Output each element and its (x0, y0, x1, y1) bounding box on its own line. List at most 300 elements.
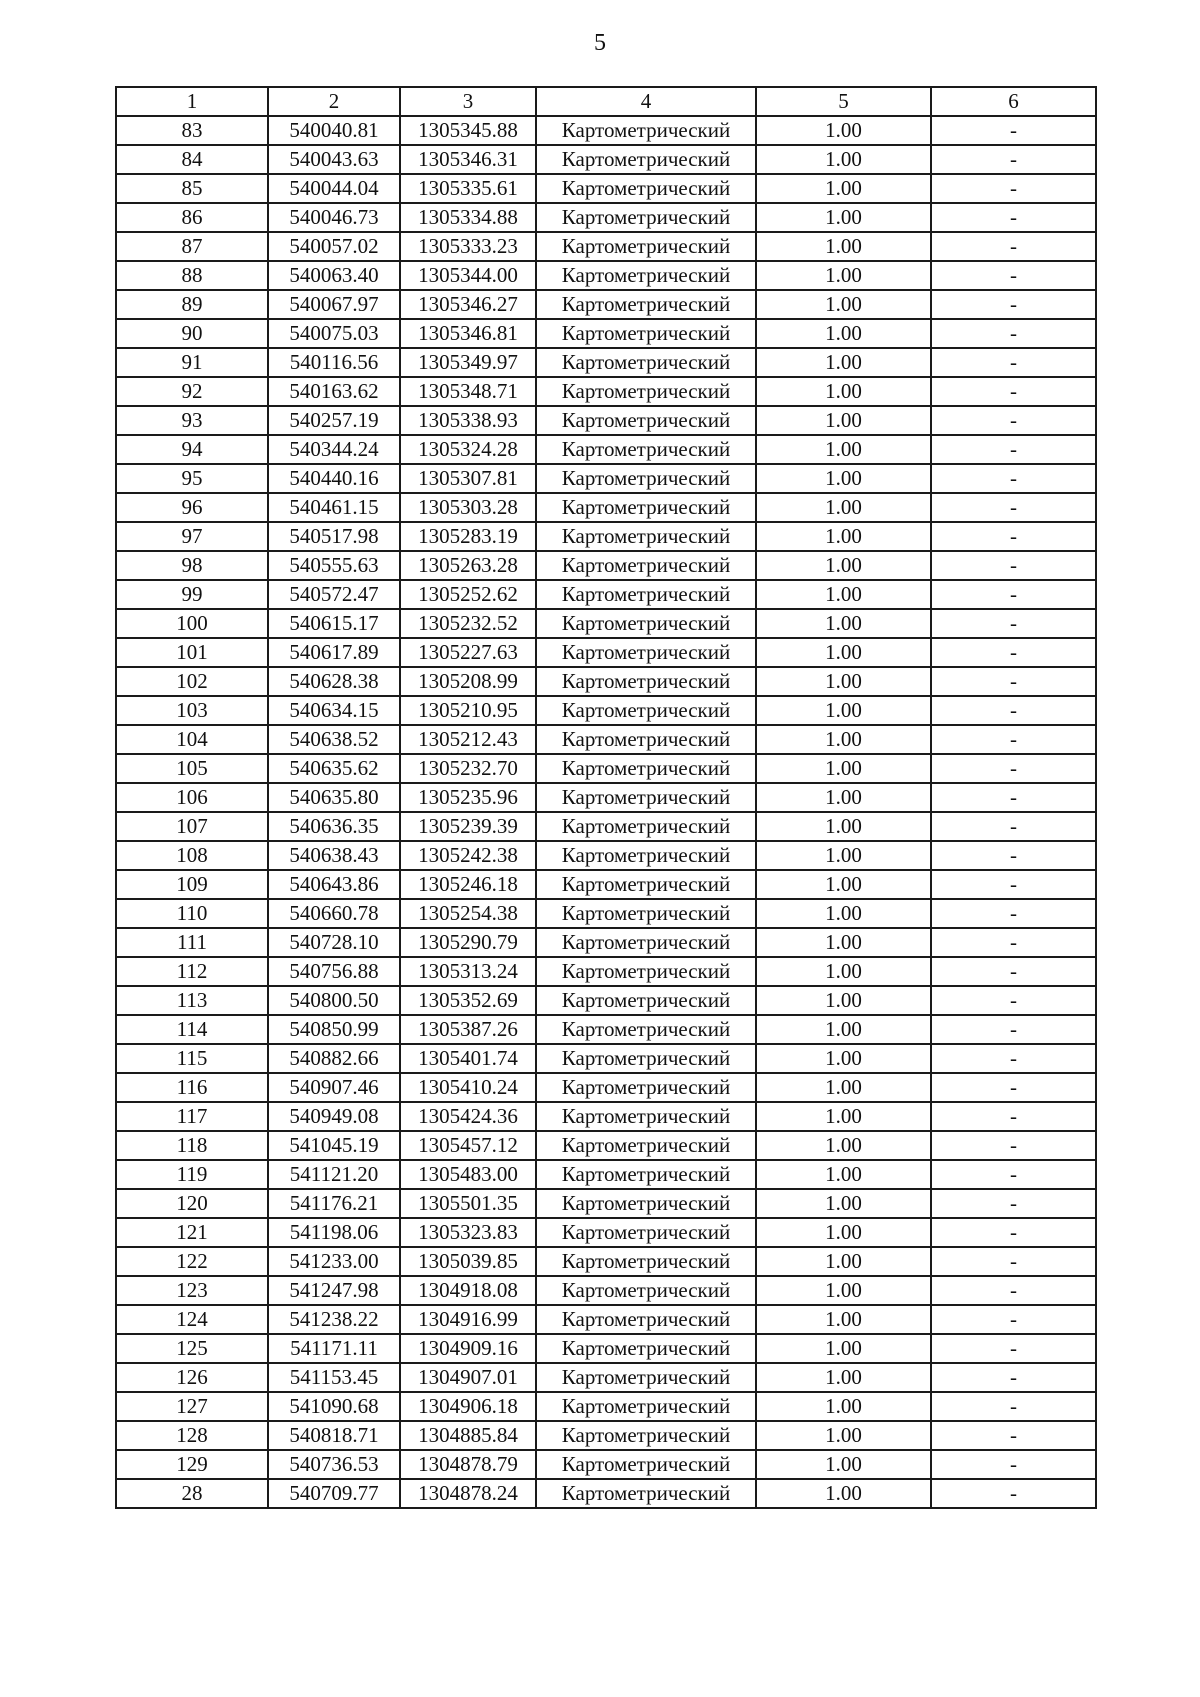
point-number-cell: 110 (116, 899, 268, 928)
x-coordinate-cell: 540075.03 (268, 319, 400, 348)
method-cell: Картометрический (536, 928, 756, 957)
y-coordinate-cell: 1305324.28 (400, 435, 536, 464)
method-cell: Картометрический (536, 406, 756, 435)
y-coordinate-cell: 1305387.26 (400, 1015, 536, 1044)
method-cell: Картометрический (536, 174, 756, 203)
description-cell: - (931, 435, 1096, 464)
description-cell: - (931, 203, 1096, 232)
x-coordinate-cell: 540163.62 (268, 377, 400, 406)
accuracy-cell: 1.00 (756, 203, 931, 232)
description-cell: - (931, 1015, 1096, 1044)
table-row (116, 1044, 1096, 1073)
y-coordinate-cell: 1305039.85 (400, 1247, 536, 1276)
accuracy-cell: 1.00 (756, 261, 931, 290)
accuracy-cell: 1.00 (756, 667, 931, 696)
column-header-accuracy: 5 (756, 87, 931, 116)
table-row (116, 1189, 1096, 1218)
x-coordinate-cell: 540756.88 (268, 957, 400, 986)
y-coordinate-cell: 1305323.83 (400, 1218, 536, 1247)
point-number-cell: 123 (116, 1276, 268, 1305)
table-row (116, 812, 1096, 841)
method-cell: Картометрический (536, 1189, 756, 1218)
description-cell: - (931, 1479, 1096, 1508)
description-cell: - (931, 522, 1096, 551)
description-cell: - (931, 1131, 1096, 1160)
y-coordinate-cell: 1304916.99 (400, 1305, 536, 1334)
y-coordinate-cell: 1305352.69 (400, 986, 536, 1015)
accuracy-cell: 1.00 (756, 696, 931, 725)
x-coordinate-cell: 540257.19 (268, 406, 400, 435)
y-coordinate-cell: 1304909.16 (400, 1334, 536, 1363)
table-row (116, 522, 1096, 551)
point-number-cell: 90 (116, 319, 268, 348)
table-row (116, 754, 1096, 783)
y-coordinate-cell: 1305333.23 (400, 232, 536, 261)
accuracy-cell: 1.00 (756, 116, 931, 145)
description-cell: - (931, 493, 1096, 522)
y-coordinate-cell: 1304885.84 (400, 1421, 536, 1450)
y-coordinate-cell: 1305424.36 (400, 1102, 536, 1131)
accuracy-cell: 1.00 (756, 1189, 931, 1218)
description-cell: - (931, 696, 1096, 725)
x-coordinate-cell: 540638.52 (268, 725, 400, 754)
point-number-cell: 93 (116, 406, 268, 435)
description-cell: - (931, 1218, 1096, 1247)
table-row (116, 1276, 1096, 1305)
point-number-cell: 111 (116, 928, 268, 957)
x-coordinate-cell: 540067.97 (268, 290, 400, 319)
method-cell: Картометрический (536, 1160, 756, 1189)
description-cell: - (931, 551, 1096, 580)
point-number-cell: 129 (116, 1450, 268, 1479)
accuracy-cell: 1.00 (756, 1044, 931, 1073)
accuracy-cell: 1.00 (756, 1479, 931, 1508)
method-cell: Картометрический (536, 203, 756, 232)
accuracy-cell: 1.00 (756, 1218, 931, 1247)
x-coordinate-cell: 540949.08 (268, 1102, 400, 1131)
accuracy-cell: 1.00 (756, 174, 931, 203)
accuracy-cell: 1.00 (756, 406, 931, 435)
point-number-cell: 92 (116, 377, 268, 406)
y-coordinate-cell: 1305349.97 (400, 348, 536, 377)
accuracy-cell: 1.00 (756, 725, 931, 754)
point-number-cell: 101 (116, 638, 268, 667)
table-row (116, 667, 1096, 696)
x-coordinate-cell: 540850.99 (268, 1015, 400, 1044)
accuracy-cell: 1.00 (756, 1160, 931, 1189)
table-row (116, 1247, 1096, 1276)
point-number-cell: 116 (116, 1073, 268, 1102)
description-cell: - (931, 1363, 1096, 1392)
accuracy-cell: 1.00 (756, 1015, 931, 1044)
y-coordinate-cell: 1305212.43 (400, 725, 536, 754)
y-coordinate-cell: 1305232.70 (400, 754, 536, 783)
table-row (116, 783, 1096, 812)
accuracy-cell: 1.00 (756, 1334, 931, 1363)
point-number-cell: 108 (116, 841, 268, 870)
y-coordinate-cell: 1304878.24 (400, 1479, 536, 1508)
x-coordinate-cell: 540063.40 (268, 261, 400, 290)
y-coordinate-cell: 1304918.08 (400, 1276, 536, 1305)
accuracy-cell: 1.00 (756, 1073, 931, 1102)
method-cell: Картометрический (536, 812, 756, 841)
y-coordinate-cell: 1305346.27 (400, 290, 536, 319)
point-number-cell: 28 (116, 1479, 268, 1508)
y-coordinate-cell: 1305263.28 (400, 551, 536, 580)
table-row (116, 986, 1096, 1015)
description-cell: - (931, 261, 1096, 290)
accuracy-cell: 1.00 (756, 1421, 931, 1450)
method-cell: Картометрический (536, 1334, 756, 1363)
table-row (116, 290, 1096, 319)
table-header-row (116, 87, 1096, 116)
y-coordinate-cell: 1305501.35 (400, 1189, 536, 1218)
x-coordinate-cell: 540617.89 (268, 638, 400, 667)
table-row (116, 551, 1096, 580)
y-coordinate-cell: 1305344.00 (400, 261, 536, 290)
table-row (116, 203, 1096, 232)
y-coordinate-cell: 1305313.24 (400, 957, 536, 986)
y-coordinate-cell: 1305338.93 (400, 406, 536, 435)
x-coordinate-cell: 541153.45 (268, 1363, 400, 1392)
point-number-cell: 88 (116, 261, 268, 290)
accuracy-cell: 1.00 (756, 1305, 931, 1334)
accuracy-cell: 1.00 (756, 580, 931, 609)
y-coordinate-cell: 1305348.71 (400, 377, 536, 406)
point-number-cell: 107 (116, 812, 268, 841)
column-header-method: 4 (536, 87, 756, 116)
point-number-cell: 87 (116, 232, 268, 261)
description-cell: - (931, 464, 1096, 493)
description-cell: - (931, 783, 1096, 812)
x-coordinate-cell: 540638.43 (268, 841, 400, 870)
table-row (116, 348, 1096, 377)
table-row (116, 319, 1096, 348)
method-cell: Картометрический (536, 1247, 756, 1276)
description-cell: - (931, 841, 1096, 870)
column-header-description: 6 (931, 87, 1096, 116)
accuracy-cell: 1.00 (756, 1247, 931, 1276)
method-cell: Картометрический (536, 1073, 756, 1102)
table-row (116, 870, 1096, 899)
method-cell: Картометрический (536, 1276, 756, 1305)
description-cell: - (931, 1160, 1096, 1189)
method-cell: Картометрический (536, 1218, 756, 1247)
method-cell: Картометрический (536, 145, 756, 174)
table-row (116, 145, 1096, 174)
description-cell: - (931, 638, 1096, 667)
table-row (116, 841, 1096, 870)
description-cell: - (931, 1073, 1096, 1102)
x-coordinate-cell: 540517.98 (268, 522, 400, 551)
x-coordinate-cell: 540044.04 (268, 174, 400, 203)
point-number-cell: 100 (116, 609, 268, 638)
description-cell: - (931, 609, 1096, 638)
x-coordinate-cell: 540344.24 (268, 435, 400, 464)
y-coordinate-cell: 1305239.39 (400, 812, 536, 841)
table-row (116, 1450, 1096, 1479)
method-cell: Картометрический (536, 609, 756, 638)
x-coordinate-cell: 540818.71 (268, 1421, 400, 1450)
table-row (116, 435, 1096, 464)
point-number-cell: 89 (116, 290, 268, 319)
table-row (116, 1131, 1096, 1160)
point-number-cell: 95 (116, 464, 268, 493)
point-number-cell: 122 (116, 1247, 268, 1276)
description-cell: - (931, 1305, 1096, 1334)
x-coordinate-cell: 540635.80 (268, 783, 400, 812)
method-cell: Картометрический (536, 1015, 756, 1044)
point-number-cell: 83 (116, 116, 268, 145)
accuracy-cell: 1.00 (756, 1102, 931, 1131)
table-row (116, 174, 1096, 203)
accuracy-cell: 1.00 (756, 493, 931, 522)
method-cell: Картометрический (536, 1363, 756, 1392)
point-number-cell: 106 (116, 783, 268, 812)
description-cell: - (931, 957, 1096, 986)
y-coordinate-cell: 1305242.38 (400, 841, 536, 870)
accuracy-cell: 1.00 (756, 348, 931, 377)
description-cell: - (931, 116, 1096, 145)
x-coordinate-cell: 540046.73 (268, 203, 400, 232)
table-row (116, 638, 1096, 667)
accuracy-cell: 1.00 (756, 754, 931, 783)
y-coordinate-cell: 1305227.63 (400, 638, 536, 667)
x-coordinate-cell: 540660.78 (268, 899, 400, 928)
x-coordinate-cell: 540043.63 (268, 145, 400, 174)
accuracy-cell: 1.00 (756, 377, 931, 406)
x-coordinate-cell: 540572.47 (268, 580, 400, 609)
y-coordinate-cell: 1305283.19 (400, 522, 536, 551)
description-cell: - (931, 1450, 1096, 1479)
y-coordinate-cell: 1305254.38 (400, 899, 536, 928)
method-cell: Картометрический (536, 116, 756, 145)
point-number-cell: 128 (116, 1421, 268, 1450)
point-number-cell: 126 (116, 1363, 268, 1392)
y-coordinate-cell: 1305210.95 (400, 696, 536, 725)
accuracy-cell: 1.00 (756, 1276, 931, 1305)
y-coordinate-cell: 1305307.81 (400, 464, 536, 493)
point-number-cell: 86 (116, 203, 268, 232)
description-cell: - (931, 899, 1096, 928)
method-cell: Картометрический (536, 551, 756, 580)
description-cell: - (931, 1276, 1096, 1305)
table-row (116, 957, 1096, 986)
description-cell: - (931, 812, 1096, 841)
description-cell: - (931, 1247, 1096, 1276)
table-row (116, 1479, 1096, 1508)
accuracy-cell: 1.00 (756, 841, 931, 870)
description-cell: - (931, 232, 1096, 261)
accuracy-cell: 1.00 (756, 464, 931, 493)
description-cell: - (931, 667, 1096, 696)
y-coordinate-cell: 1305346.81 (400, 319, 536, 348)
method-cell: Картометрический (536, 1450, 756, 1479)
point-number-cell: 120 (116, 1189, 268, 1218)
x-coordinate-cell: 540736.53 (268, 1450, 400, 1479)
y-coordinate-cell: 1305483.00 (400, 1160, 536, 1189)
table-row (116, 725, 1096, 754)
method-cell: Картометрический (536, 319, 756, 348)
point-number-cell: 104 (116, 725, 268, 754)
method-cell: Картометрический (536, 899, 756, 928)
description-cell: - (931, 1189, 1096, 1218)
description-cell: - (931, 174, 1096, 203)
point-number-cell: 103 (116, 696, 268, 725)
description-cell: - (931, 1392, 1096, 1421)
method-cell: Картометрический (536, 957, 756, 986)
x-coordinate-cell: 540907.46 (268, 1073, 400, 1102)
table-row (116, 1392, 1096, 1421)
x-coordinate-cell: 540555.63 (268, 551, 400, 580)
column-header-x-coordinate: 2 (268, 87, 400, 116)
method-cell: Картометрический (536, 348, 756, 377)
accuracy-cell: 1.00 (756, 638, 931, 667)
accuracy-cell: 1.00 (756, 783, 931, 812)
table-body (116, 116, 1096, 1508)
x-coordinate-cell: 541121.20 (268, 1160, 400, 1189)
point-number-cell: 96 (116, 493, 268, 522)
table-row (116, 1160, 1096, 1189)
x-coordinate-cell: 540636.35 (268, 812, 400, 841)
accuracy-cell: 1.00 (756, 870, 931, 899)
table-row (116, 609, 1096, 638)
point-number-cell: 125 (116, 1334, 268, 1363)
x-coordinate-cell: 540057.02 (268, 232, 400, 261)
table-row (116, 580, 1096, 609)
accuracy-cell: 1.00 (756, 1392, 931, 1421)
y-coordinate-cell: 1305457.12 (400, 1131, 536, 1160)
x-coordinate-cell: 540634.15 (268, 696, 400, 725)
x-coordinate-cell: 541090.68 (268, 1392, 400, 1421)
point-number-cell: 124 (116, 1305, 268, 1334)
x-coordinate-cell: 541238.22 (268, 1305, 400, 1334)
x-coordinate-cell: 540635.62 (268, 754, 400, 783)
accuracy-cell: 1.00 (756, 928, 931, 957)
table-row (116, 1218, 1096, 1247)
point-number-cell: 119 (116, 1160, 268, 1189)
table-row (116, 1421, 1096, 1450)
table-row (116, 406, 1096, 435)
description-cell: - (931, 754, 1096, 783)
accuracy-cell: 1.00 (756, 232, 931, 261)
accuracy-cell: 1.00 (756, 609, 931, 638)
table-row (116, 1015, 1096, 1044)
table-row (116, 696, 1096, 725)
table-row (116, 1363, 1096, 1392)
point-number-cell: 115 (116, 1044, 268, 1073)
x-coordinate-cell: 540643.86 (268, 870, 400, 899)
description-cell: - (931, 406, 1096, 435)
x-coordinate-cell: 540615.17 (268, 609, 400, 638)
accuracy-cell: 1.00 (756, 957, 931, 986)
method-cell: Картометрический (536, 377, 756, 406)
method-cell: Картометрический (536, 1305, 756, 1334)
x-coordinate-cell: 540040.81 (268, 116, 400, 145)
point-number-cell: 105 (116, 754, 268, 783)
method-cell: Картометрический (536, 725, 756, 754)
page-number: 5 (594, 30, 606, 56)
method-cell: Картометрический (536, 464, 756, 493)
y-coordinate-cell: 1305290.79 (400, 928, 536, 957)
y-coordinate-cell: 1304907.01 (400, 1363, 536, 1392)
point-number-cell: 114 (116, 1015, 268, 1044)
coordinates-table (115, 86, 1097, 1509)
x-coordinate-cell: 541198.06 (268, 1218, 400, 1247)
table-row (116, 464, 1096, 493)
method-cell: Картометрический (536, 1392, 756, 1421)
point-number-cell: 99 (116, 580, 268, 609)
method-cell: Картометрический (536, 232, 756, 261)
accuracy-cell: 1.00 (756, 435, 931, 464)
method-cell: Картометрический (536, 696, 756, 725)
accuracy-cell: 1.00 (756, 290, 931, 319)
method-cell: Картометрический (536, 1131, 756, 1160)
table-row (116, 1305, 1096, 1334)
x-coordinate-cell: 540709.77 (268, 1479, 400, 1508)
x-coordinate-cell: 541171.11 (268, 1334, 400, 1363)
accuracy-cell: 1.00 (756, 899, 931, 928)
method-cell: Картометрический (536, 1102, 756, 1131)
point-number-cell: 113 (116, 986, 268, 1015)
y-coordinate-cell: 1305235.96 (400, 783, 536, 812)
accuracy-cell: 1.00 (756, 1131, 931, 1160)
method-cell: Картометрический (536, 522, 756, 551)
description-cell: - (931, 986, 1096, 1015)
y-coordinate-cell: 1305401.74 (400, 1044, 536, 1073)
y-coordinate-cell: 1305345.88 (400, 116, 536, 145)
description-cell: - (931, 870, 1096, 899)
point-number-cell: 102 (116, 667, 268, 696)
y-coordinate-cell: 1305346.31 (400, 145, 536, 174)
description-cell: - (931, 1421, 1096, 1450)
method-cell: Картометрический (536, 638, 756, 667)
accuracy-cell: 1.00 (756, 551, 931, 580)
description-cell: - (931, 1334, 1096, 1363)
table-row (116, 1102, 1096, 1131)
table-row (116, 232, 1096, 261)
point-number-cell: 97 (116, 522, 268, 551)
method-cell: Картометрический (536, 435, 756, 464)
method-cell: Картометрический (536, 1044, 756, 1073)
x-coordinate-cell: 540628.38 (268, 667, 400, 696)
accuracy-cell: 1.00 (756, 522, 931, 551)
y-coordinate-cell: 1305232.52 (400, 609, 536, 638)
table-row (116, 377, 1096, 406)
table-row (116, 1073, 1096, 1102)
point-number-cell: 85 (116, 174, 268, 203)
point-number-cell: 112 (116, 957, 268, 986)
y-coordinate-cell: 1305246.18 (400, 870, 536, 899)
x-coordinate-cell: 541233.00 (268, 1247, 400, 1276)
method-cell: Картометрический (536, 261, 756, 290)
point-number-cell: 84 (116, 145, 268, 174)
x-coordinate-cell: 540800.50 (268, 986, 400, 1015)
method-cell: Картометрический (536, 986, 756, 1015)
description-cell: - (931, 725, 1096, 754)
accuracy-cell: 1.00 (756, 319, 931, 348)
y-coordinate-cell: 1305252.62 (400, 580, 536, 609)
table-row (116, 493, 1096, 522)
x-coordinate-cell: 540728.10 (268, 928, 400, 957)
table-row (116, 928, 1096, 957)
point-number-cell: 117 (116, 1102, 268, 1131)
column-header-point-number: 1 (116, 87, 268, 116)
description-cell: - (931, 377, 1096, 406)
y-coordinate-cell: 1305208.99 (400, 667, 536, 696)
method-cell: Картометрический (536, 290, 756, 319)
y-coordinate-cell: 1304878.79 (400, 1450, 536, 1479)
